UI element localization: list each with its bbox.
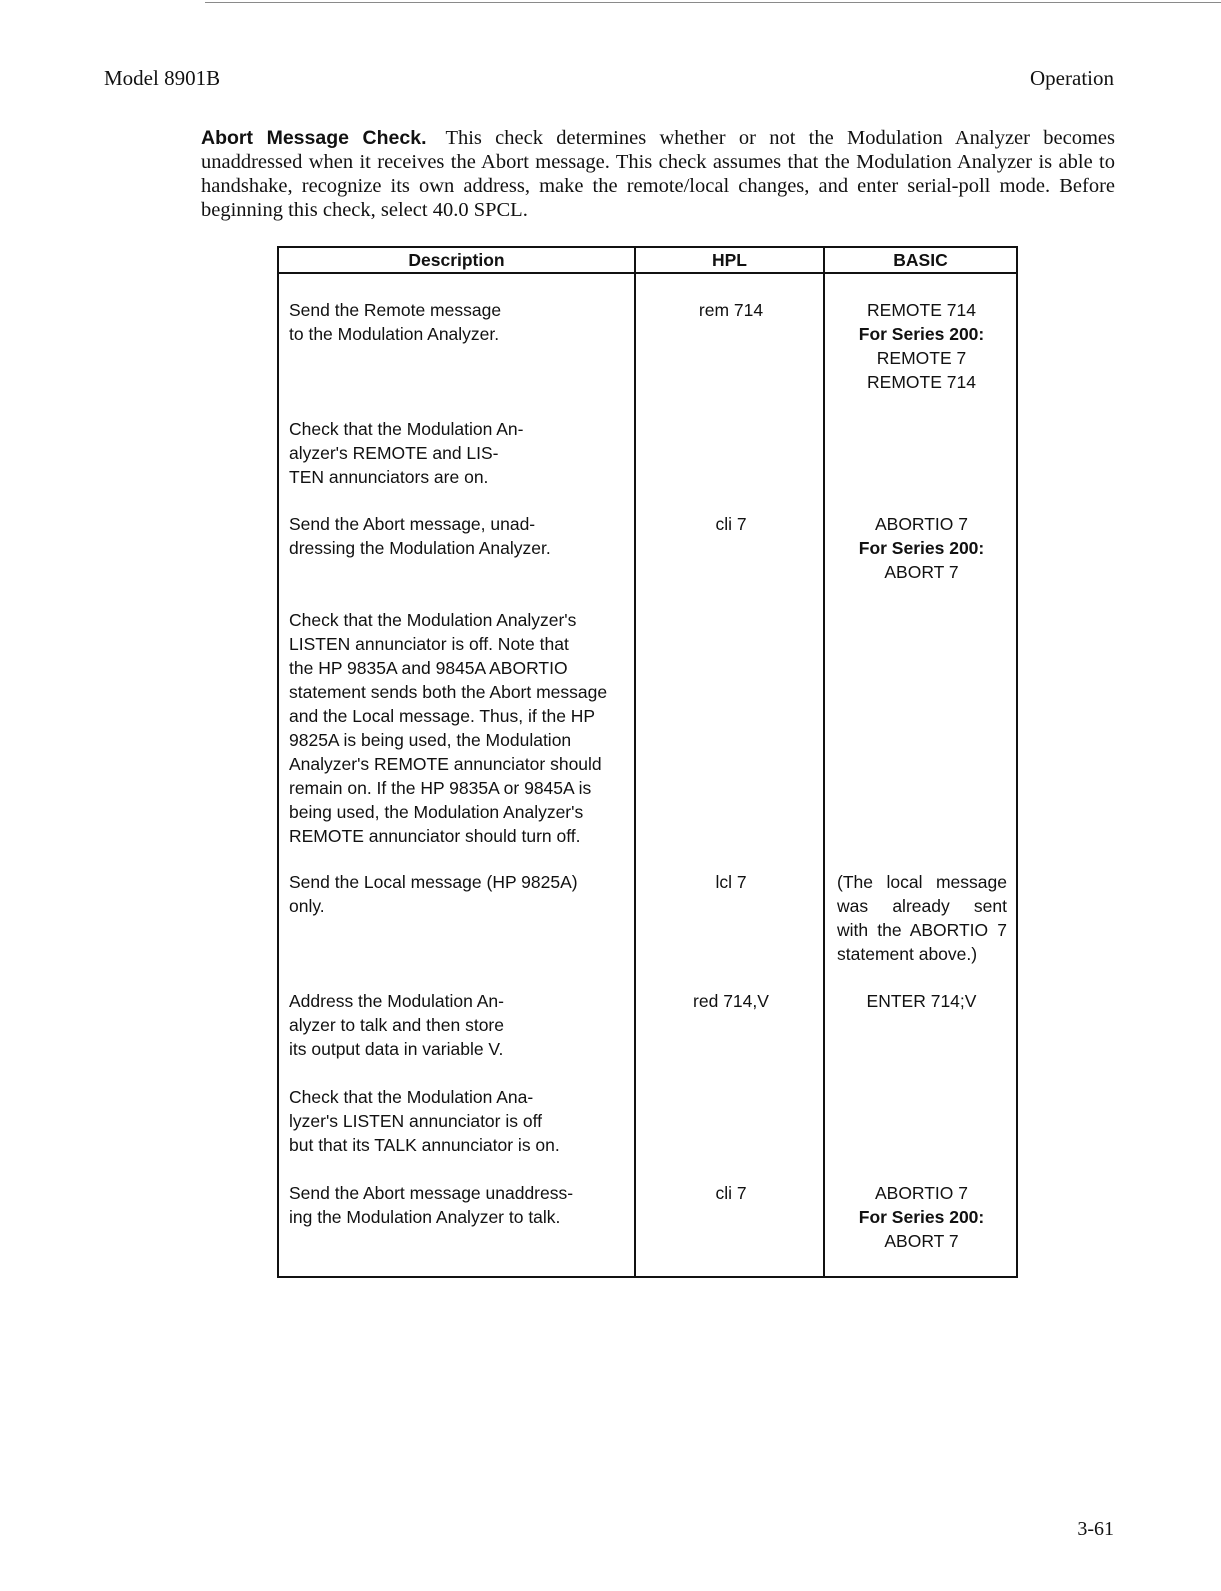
row-description: Check that the Modulation An- alyzer's REMOTE and LIS- TEN annunciators are on. — [289, 419, 524, 487]
row-description: Address the Modulation An- alyzer to talk and then store its output data in variable V. — [289, 991, 504, 1059]
column-divider — [634, 248, 636, 1276]
page-number: 3-61 — [1077, 1518, 1114, 1540]
row-description: Send the Local message (HP 9825A) only. — [289, 872, 578, 916]
intro-text: This check determines whether or not the Modulation Analyzer becomes unaddressed when it receives the Abort message. This check assumes that the Modulation Analyzer is able to handshake, recognize its own address, make the remote/local changes, and enter serial-poll mode. Before beginning this check, select 40.0 SPCL. — [201, 127, 1115, 221]
row-description: Check that the Modulation Analyzer's LISTEN annunciator is off. Note that the HP 9835A and 9845A ABORTIO statement sends both the Abort message and the Local message. Thus, if the HP 9825A is being used, the Modulation Analyzer's REMOTE annunciator should remain on. If the HP 9835A or 9845A is being used, the Modulation Analyzer's REMOTE annunciator should turn off. — [289, 610, 608, 846]
section-heading: Abort Message Check. — [201, 127, 427, 149]
column-divider — [823, 248, 825, 1276]
row-basic: ABORTIO 7 For Series 200: ABORT 7 — [858, 1183, 985, 1251]
row-basic-note: (The local message was already sent with the ABORTIO 7 statement above.) — [837, 872, 1007, 964]
row-description: Send the Abort message, unad- dressing the Modulation Analyzer. — [289, 514, 551, 558]
intro-paragraph — [201, 126, 1115, 222]
header-divider — [279, 272, 1016, 274]
column-header-hpl: HPL — [712, 250, 747, 270]
row-hpl: lcl 7 — [715, 872, 747, 892]
column-header-basic: BASIC — [893, 250, 948, 270]
running-header-model: Model 8901B — [104, 66, 221, 90]
row-hpl: cli 7 — [715, 1183, 747, 1203]
top-rule — [205, 2, 1221, 3]
row-description: Send the Abort message unaddress- ing the Modulation Analyzer to talk. — [289, 1183, 574, 1227]
row-basic: ENTER 714;V — [866, 991, 977, 1011]
procedure-table — [277, 246, 1018, 1278]
row-description: Check that the Modulation Ana- lyzer's LISTEN annunciator is off but that its TALK annunciator is on. — [289, 1087, 560, 1155]
row-hpl: cli 7 — [715, 514, 747, 534]
column-header-description: Description — [408, 250, 505, 270]
row-hpl: red 714,V — [693, 991, 769, 1011]
row-description: Send the Remote message to the Modulation Analyzer. — [289, 300, 502, 344]
row-hpl: rem 714 — [698, 300, 764, 320]
row-basic: ABORTIO 7 For Series 200: ABORT 7 — [858, 514, 985, 582]
running-header-section: Operation — [1030, 66, 1114, 90]
row-basic: REMOTE 714 For Series 200: REMOTE 7 REMOTE 714 — [858, 300, 985, 392]
